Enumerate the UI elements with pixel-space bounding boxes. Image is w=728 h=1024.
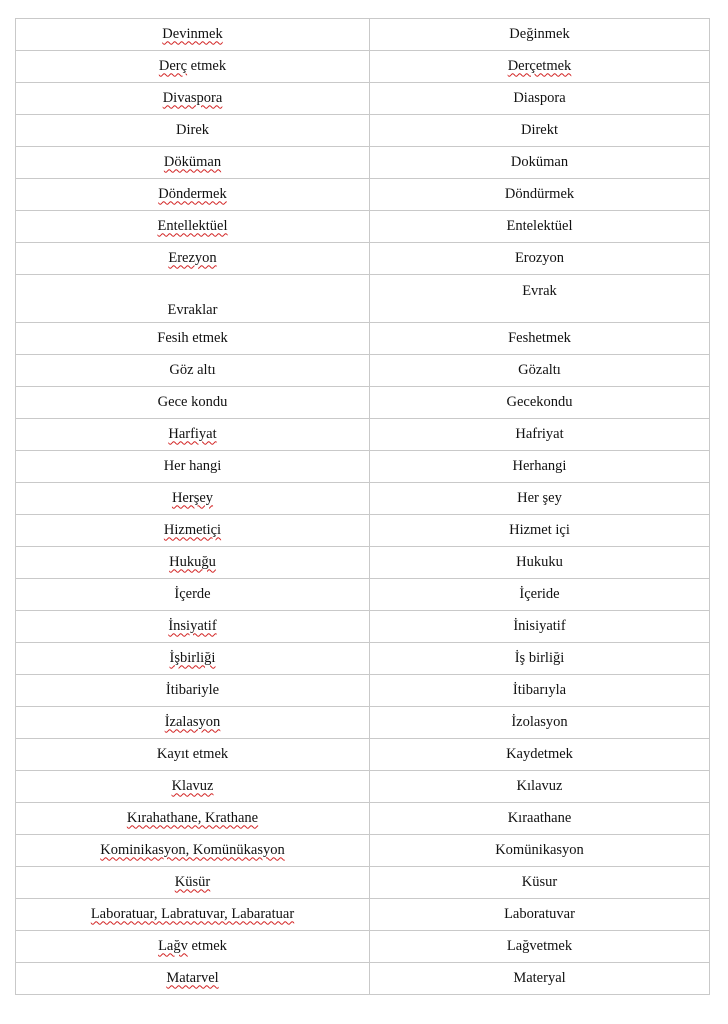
correct-word-cell (370, 867, 710, 899)
incorrect-word-cell (16, 579, 370, 611)
spellcheck-flagged-text: Döküman (163, 153, 222, 170)
table-row (16, 323, 710, 355)
spellcheck-flagged-text: İşbirliği (169, 649, 216, 666)
incorrect-word-cell (16, 275, 370, 323)
correct-word-cell (370, 355, 710, 387)
correct-word-cell (370, 179, 710, 211)
word-table-body (16, 19, 710, 995)
table-row (16, 355, 710, 387)
spellcheck-flagged-text: Devinmek (162, 25, 223, 42)
cell-text: Gözaltı (518, 361, 561, 378)
incorrect-word-cell (16, 611, 370, 643)
table-row (16, 243, 710, 275)
table-row (16, 83, 710, 115)
incorrect-word-cell (16, 899, 370, 931)
correct-word-cell (370, 387, 710, 419)
correct-word-cell (370, 323, 710, 355)
correct-word-cell (370, 643, 710, 675)
table-row (16, 867, 710, 899)
cell-text: Kayıt etmek (156, 745, 229, 762)
spellcheck-flagged-text: Herşey (171, 489, 214, 506)
cell-text: İş birliği (514, 649, 565, 666)
cell-text: Hukuku (516, 553, 563, 570)
correct-word-cell (370, 579, 710, 611)
incorrect-word-cell (16, 643, 370, 675)
correct-word-cell (370, 899, 710, 931)
incorrect-word-cell (16, 483, 370, 515)
table-row (16, 147, 710, 179)
correct-word-cell (370, 547, 710, 579)
table-row (16, 771, 710, 803)
incorrect-word-cell (16, 147, 370, 179)
incorrect-word-cell (16, 675, 370, 707)
table-row (16, 275, 710, 323)
incorrect-word-cell (16, 243, 370, 275)
cell-text: Gecekondu (506, 393, 573, 410)
table-row (16, 451, 710, 483)
cell-text: Doküman (510, 153, 569, 170)
cell-text: İçeride (519, 585, 560, 602)
table-row (16, 899, 710, 931)
correct-word-cell (370, 803, 710, 835)
correct-word-cell (370, 739, 710, 771)
incorrect-word-cell (16, 83, 370, 115)
table-row (16, 483, 710, 515)
table-row (16, 963, 710, 995)
correct-word-cell (370, 675, 710, 707)
cell-text: etmek (187, 937, 227, 954)
cell-text: Materyal (513, 969, 566, 986)
spellcheck-flagged-text: Derç (158, 57, 188, 74)
cell-text: Lağvetmek (506, 937, 573, 954)
cell-text: Herhangi (512, 457, 567, 474)
cell-text: Gece kondu (157, 393, 228, 410)
spellcheck-flagged-text: İnsiyatif (168, 617, 217, 634)
incorrect-word-cell (16, 803, 370, 835)
spellcheck-flagged-text: Hizmetiçi (163, 521, 222, 538)
correct-word-cell (370, 243, 710, 275)
table-row (16, 419, 710, 451)
spellcheck-flagged-text: Erezyon (168, 249, 217, 266)
cell-text: Değinmek (509, 25, 570, 42)
cell-text: Laboratuvar (504, 905, 575, 922)
incorrect-word-cell (16, 707, 370, 739)
correct-word-cell (370, 51, 710, 83)
cell-text: Diaspora (513, 89, 566, 106)
incorrect-word-cell (16, 867, 370, 899)
correct-word-cell (370, 931, 710, 963)
correct-word-cell (370, 771, 710, 803)
spellcheck-flagged-text: Derçetmek (507, 57, 572, 74)
correct-word-cell (370, 515, 710, 547)
table-row (16, 835, 710, 867)
cell-text: Hafriyat (515, 425, 564, 442)
spellcheck-flagged-text: Divaspora (162, 89, 223, 106)
correct-word-cell (370, 835, 710, 867)
cell-text: Hizmet içi (509, 521, 570, 538)
cell-text: Kaydetmek (506, 745, 573, 762)
spellcheck-flagged-text: Laboratuar, Labratuvar, Labaratuar (90, 905, 295, 922)
table-row (16, 675, 710, 707)
incorrect-word-cell (16, 835, 370, 867)
cell-text: İçerde (174, 585, 211, 602)
table-row (16, 579, 710, 611)
spellcheck-flagged-text: Entellektüel (157, 217, 228, 234)
spellcheck-flagged-text: Döndermek (158, 185, 227, 202)
correct-word-cell (370, 963, 710, 995)
table-row (16, 115, 710, 147)
correct-word-cell (370, 147, 710, 179)
spellcheck-flagged-text: Harfiyat (168, 425, 217, 442)
correct-word-cell (370, 211, 710, 243)
cell-text: Döndürmek (504, 185, 575, 202)
cell-text: Her şey (517, 489, 562, 506)
table-row (16, 547, 710, 579)
cell-text: Erozyon (514, 249, 565, 266)
cell-text: Evrak (522, 283, 557, 299)
cell-text: Entelektüel (506, 217, 573, 234)
cell-text: Kılavuz (516, 777, 563, 794)
spellcheck-flagged-text: Küsür (174, 873, 211, 890)
word-table (15, 18, 710, 995)
table-row (16, 19, 710, 51)
table-row (16, 515, 710, 547)
incorrect-word-cell (16, 355, 370, 387)
cell-text: Göz altı (169, 361, 216, 378)
correct-word-cell (370, 707, 710, 739)
cell-text: Kıraathane (507, 809, 572, 826)
table-row (16, 51, 710, 83)
table-row (16, 387, 710, 419)
spellcheck-flagged-text: Lağv (158, 937, 188, 954)
cell-text: Fesih etmek (157, 329, 228, 346)
table-row (16, 643, 710, 675)
table-row (16, 931, 710, 963)
cell-text: İtibariyle (165, 681, 220, 698)
table-row (16, 803, 710, 835)
correct-word-cell (370, 611, 710, 643)
incorrect-word-cell (16, 451, 370, 483)
cell-text: Direkt (520, 121, 559, 138)
spellcheck-flagged-text: Klavuz (171, 777, 214, 794)
spellcheck-flagged-text: Kırahathane, Krathane (126, 809, 259, 826)
incorrect-word-cell (16, 515, 370, 547)
correct-word-cell (370, 419, 710, 451)
cell-text: Direk (175, 121, 209, 138)
correct-word-cell (370, 19, 710, 51)
cell-text: Feshetmek (508, 329, 571, 346)
incorrect-word-cell (16, 211, 370, 243)
correct-word-cell (370, 115, 710, 147)
incorrect-word-cell (16, 963, 370, 995)
table-row (16, 211, 710, 243)
spellcheck-flagged-text: Matarvel (166, 969, 219, 986)
spellcheck-flagged-text: Hukuğu (169, 553, 216, 570)
cell-text: İtibarıyla (512, 681, 567, 698)
incorrect-word-cell (16, 115, 370, 147)
spellcheck-flagged-text: İzalasyon (164, 713, 221, 730)
correct-word-cell (370, 451, 710, 483)
incorrect-word-cell (16, 51, 370, 83)
incorrect-word-cell (16, 19, 370, 51)
correct-word-cell (370, 83, 710, 115)
incorrect-word-cell (16, 387, 370, 419)
cell-text: İnisiyatif (513, 617, 566, 634)
table-row (16, 179, 710, 211)
incorrect-word-cell (16, 323, 370, 355)
incorrect-word-cell (16, 419, 370, 451)
incorrect-word-cell (16, 931, 370, 963)
cell-text: Her hangi (163, 457, 222, 474)
table-row (16, 739, 710, 771)
cell-text: İzolasyon (511, 713, 568, 730)
correct-word-cell (370, 483, 710, 515)
table-row (16, 611, 710, 643)
incorrect-word-cell (16, 179, 370, 211)
cell-text: Küsur (521, 873, 558, 890)
incorrect-word-cell (16, 547, 370, 579)
correct-word-cell (370, 275, 710, 323)
incorrect-word-cell (16, 771, 370, 803)
incorrect-word-cell (16, 739, 370, 771)
cell-text: Komünikasyon (495, 841, 584, 858)
cell-text: Evraklar (167, 302, 218, 319)
cell-text: etmek (187, 57, 227, 74)
spellcheck-flagged-text: Kominikasyon, Komünükasyon (100, 841, 285, 858)
table-row (16, 707, 710, 739)
